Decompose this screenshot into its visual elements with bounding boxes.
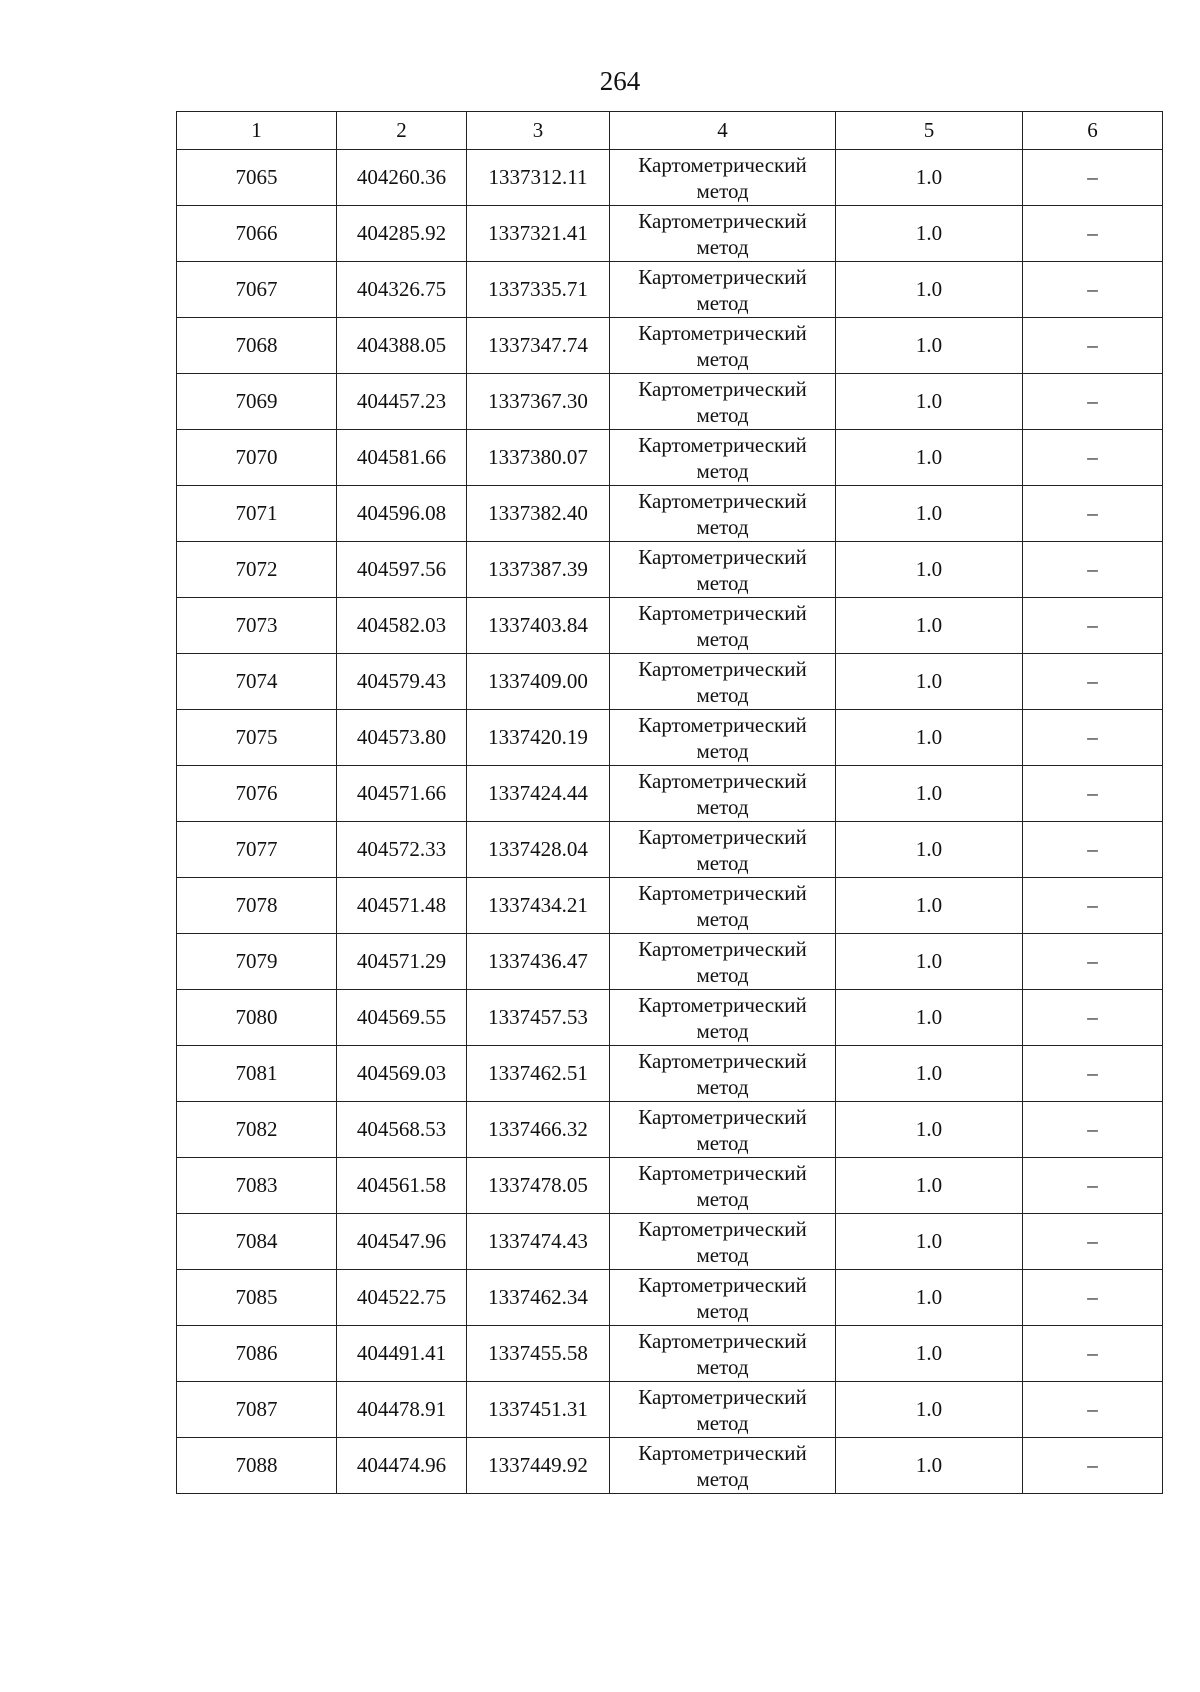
method-cell	[610, 1158, 836, 1214]
y-coordinate-cell: 1337436.47	[467, 934, 610, 990]
note-cell: –	[1023, 990, 1163, 1046]
method-cell	[610, 934, 836, 990]
x-coordinate-cell: 404571.48	[337, 878, 467, 934]
method-line-2: метод	[696, 402, 749, 427]
x-coordinate-cell: 404478.91	[337, 1382, 467, 1438]
method-line-1: Картометрический	[638, 488, 807, 513]
y-coordinate-cell: 1337466.32	[467, 1102, 610, 1158]
x-coordinate-cell: 404388.05	[337, 318, 467, 374]
method-cell	[610, 1046, 836, 1102]
method-line-2: метод	[696, 178, 749, 203]
table-row	[177, 206, 1163, 262]
accuracy-cell: 1.0	[836, 374, 1023, 430]
table-row	[177, 1046, 1163, 1102]
accuracy-cell: 1.0	[836, 1158, 1023, 1214]
method-line-2: метод	[696, 1466, 749, 1491]
method-line-1: Картометрический	[638, 320, 807, 345]
method-line-2: метод	[696, 962, 749, 987]
note-cell: –	[1023, 1158, 1163, 1214]
note-cell: –	[1023, 1270, 1163, 1326]
column-header-3: 3	[467, 112, 610, 150]
point-number-cell: 7070	[177, 430, 337, 486]
method-cell	[610, 822, 836, 878]
accuracy-cell: 1.0	[836, 654, 1023, 710]
method-line-2: метод	[696, 514, 749, 539]
table-header	[177, 112, 1163, 150]
y-coordinate-cell: 1337474.43	[467, 1214, 610, 1270]
note-cell: –	[1023, 1102, 1163, 1158]
y-coordinate-cell: 1337403.84	[467, 598, 610, 654]
accuracy-cell: 1.0	[836, 1214, 1023, 1270]
accuracy-cell: 1.0	[836, 766, 1023, 822]
method-line-1: Картометрический	[638, 768, 807, 793]
y-coordinate-cell: 1337321.41	[467, 206, 610, 262]
method-cell	[610, 1102, 836, 1158]
method-line-1: Картометрический	[638, 712, 807, 737]
method-line-1: Картометрический	[638, 936, 807, 961]
table-row	[177, 1438, 1163, 1494]
y-coordinate-cell: 1337312.11	[467, 150, 610, 206]
point-number-cell: 7077	[177, 822, 337, 878]
accuracy-cell: 1.0	[836, 486, 1023, 542]
y-coordinate-cell: 1337380.07	[467, 430, 610, 486]
note-cell: –	[1023, 710, 1163, 766]
method-cell	[610, 1326, 836, 1382]
table-row	[177, 766, 1163, 822]
point-number-cell: 7069	[177, 374, 337, 430]
column-header-4: 4	[610, 112, 836, 150]
point-number-cell: 7087	[177, 1382, 337, 1438]
accuracy-cell: 1.0	[836, 598, 1023, 654]
x-coordinate-cell: 404572.33	[337, 822, 467, 878]
x-coordinate-cell: 404571.66	[337, 766, 467, 822]
table-row	[177, 150, 1163, 206]
table-row	[177, 878, 1163, 934]
method-line-2: метод	[696, 346, 749, 371]
method-line-1: Картометрический	[638, 1160, 807, 1185]
method-line-1: Картометрический	[638, 544, 807, 569]
x-coordinate-cell: 404596.08	[337, 486, 467, 542]
method-cell	[610, 766, 836, 822]
point-number-cell: 7083	[177, 1158, 337, 1214]
y-coordinate-cell: 1337335.71	[467, 262, 610, 318]
point-number-cell: 7074	[177, 654, 337, 710]
x-coordinate-cell: 404571.29	[337, 934, 467, 990]
method-line-1: Картометрический	[638, 264, 807, 289]
table-row	[177, 318, 1163, 374]
note-cell: –	[1023, 766, 1163, 822]
accuracy-cell: 1.0	[836, 1102, 1023, 1158]
accuracy-cell: 1.0	[836, 990, 1023, 1046]
accuracy-cell: 1.0	[836, 542, 1023, 598]
accuracy-cell: 1.0	[836, 1046, 1023, 1102]
method-line-2: метод	[696, 682, 749, 707]
point-number-cell: 7072	[177, 542, 337, 598]
method-cell	[610, 1382, 836, 1438]
method-cell	[610, 710, 836, 766]
method-line-2: метод	[696, 1186, 749, 1211]
note-cell: –	[1023, 1214, 1163, 1270]
note-cell: –	[1023, 374, 1163, 430]
method-line-2: метод	[696, 1018, 749, 1043]
column-header-5: 5	[836, 112, 1023, 150]
y-coordinate-cell: 1337409.00	[467, 654, 610, 710]
column-header-2: 2	[337, 112, 467, 150]
method-cell	[610, 1270, 836, 1326]
point-number-cell: 7075	[177, 710, 337, 766]
method-line-2: метод	[696, 1354, 749, 1379]
column-header-1: 1	[177, 112, 337, 150]
table-row	[177, 542, 1163, 598]
accuracy-cell: 1.0	[836, 710, 1023, 766]
point-number-cell: 7079	[177, 934, 337, 990]
y-coordinate-cell: 1337382.40	[467, 486, 610, 542]
accuracy-cell: 1.0	[836, 1270, 1023, 1326]
y-coordinate-cell: 1337420.19	[467, 710, 610, 766]
method-line-1: Картометрический	[638, 992, 807, 1017]
x-coordinate-cell: 404522.75	[337, 1270, 467, 1326]
method-line-1: Картометрический	[638, 1384, 807, 1409]
y-coordinate-cell: 1337449.92	[467, 1438, 610, 1494]
table-row	[177, 1270, 1163, 1326]
point-number-cell: 7076	[177, 766, 337, 822]
x-coordinate-cell: 404474.96	[337, 1438, 467, 1494]
note-cell: –	[1023, 1382, 1163, 1438]
page-number: 264	[599, 66, 641, 96]
y-coordinate-cell: 1337367.30	[467, 374, 610, 430]
note-cell: –	[1023, 1438, 1163, 1494]
method-line-2: метод	[696, 1298, 749, 1323]
point-number-cell: 7084	[177, 1214, 337, 1270]
method-cell	[610, 206, 836, 262]
method-line-1: Картометрический	[638, 1440, 807, 1465]
method-line-2: метод	[696, 234, 749, 259]
point-number-cell: 7067	[177, 262, 337, 318]
method-line-2: метод	[696, 906, 749, 931]
note-cell: –	[1023, 822, 1163, 878]
method-line-1: Картометрический	[638, 208, 807, 233]
point-number-cell: 7080	[177, 990, 337, 1046]
note-cell: –	[1023, 598, 1163, 654]
note-cell: –	[1023, 1046, 1163, 1102]
x-coordinate-cell: 404457.23	[337, 374, 467, 430]
method-line-1: Картометрический	[638, 1048, 807, 1073]
point-number-cell: 7068	[177, 318, 337, 374]
method-line-2: метод	[696, 458, 749, 483]
method-line-2: метод	[696, 290, 749, 315]
method-cell	[610, 374, 836, 430]
y-coordinate-cell: 1337451.31	[467, 1382, 610, 1438]
method-line-2: метод	[696, 794, 749, 819]
method-cell	[610, 1438, 836, 1494]
column-header-6: 6	[1023, 112, 1163, 150]
method-line-2: метод	[696, 850, 749, 875]
note-cell: –	[1023, 1326, 1163, 1382]
header-row	[177, 112, 1163, 150]
x-coordinate-cell: 404581.66	[337, 430, 467, 486]
method-cell	[610, 318, 836, 374]
x-coordinate-cell: 404561.58	[337, 1158, 467, 1214]
y-coordinate-cell: 1337462.51	[467, 1046, 610, 1102]
point-number-cell: 7071	[177, 486, 337, 542]
table-row	[177, 934, 1163, 990]
method-line-1: Картометрический	[638, 1328, 807, 1353]
method-line-1: Картометрический	[638, 432, 807, 457]
method-cell	[610, 542, 836, 598]
method-line-1: Картометрический	[638, 656, 807, 681]
method-cell	[610, 150, 836, 206]
method-line-2: метод	[696, 1130, 749, 1155]
table-row	[177, 710, 1163, 766]
method-cell	[610, 990, 836, 1046]
note-cell: –	[1023, 318, 1163, 374]
method-cell	[610, 1214, 836, 1270]
method-line-1: Картометрический	[638, 1272, 807, 1297]
x-coordinate-cell: 404597.56	[337, 542, 467, 598]
method-line-2: метод	[696, 1410, 749, 1435]
accuracy-cell: 1.0	[836, 878, 1023, 934]
method-cell	[610, 486, 836, 542]
note-cell: –	[1023, 542, 1163, 598]
point-number-cell: 7082	[177, 1102, 337, 1158]
method-line-2: метод	[696, 1074, 749, 1099]
point-number-cell: 7066	[177, 206, 337, 262]
y-coordinate-cell: 1337462.34	[467, 1270, 610, 1326]
note-cell: –	[1023, 206, 1163, 262]
table-row	[177, 822, 1163, 878]
x-coordinate-cell: 404568.53	[337, 1102, 467, 1158]
method-line-1: Картометрический	[638, 824, 807, 849]
table-row	[177, 486, 1163, 542]
y-coordinate-cell: 1337455.58	[467, 1326, 610, 1382]
table-row	[177, 1102, 1163, 1158]
method-line-2: метод	[696, 738, 749, 763]
method-line-1: Картометрический	[638, 1104, 807, 1129]
y-coordinate-cell: 1337347.74	[467, 318, 610, 374]
note-cell: –	[1023, 430, 1163, 486]
x-coordinate-cell: 404579.43	[337, 654, 467, 710]
point-number-cell: 7081	[177, 1046, 337, 1102]
method-cell	[610, 878, 836, 934]
method-line-2: метод	[696, 570, 749, 595]
table-row	[177, 1214, 1163, 1270]
accuracy-cell: 1.0	[836, 262, 1023, 318]
accuracy-cell: 1.0	[836, 318, 1023, 374]
method-line-1: Картометрический	[638, 376, 807, 401]
point-number-cell: 7086	[177, 1326, 337, 1382]
table-body	[177, 150, 1163, 1494]
x-coordinate-cell: 404547.96	[337, 1214, 467, 1270]
point-number-cell: 7085	[177, 1270, 337, 1326]
coordinates-table	[176, 111, 1163, 1494]
method-line-1: Картометрический	[638, 600, 807, 625]
method-line-1: Картометрический	[638, 880, 807, 905]
accuracy-cell: 1.0	[836, 1438, 1023, 1494]
method-cell	[610, 598, 836, 654]
x-coordinate-cell: 404260.36	[337, 150, 467, 206]
point-number-cell: 7088	[177, 1438, 337, 1494]
accuracy-cell: 1.0	[836, 822, 1023, 878]
method-line-1: Картометрический	[638, 152, 807, 177]
method-cell	[610, 430, 836, 486]
point-number-cell: 7065	[177, 150, 337, 206]
x-coordinate-cell: 404569.55	[337, 990, 467, 1046]
x-coordinate-cell: 404569.03	[337, 1046, 467, 1102]
method-line-1: Картометрический	[638, 1216, 807, 1241]
table-row	[177, 654, 1163, 710]
table-row	[177, 990, 1163, 1046]
note-cell: –	[1023, 878, 1163, 934]
table-row	[177, 430, 1163, 486]
method-cell	[610, 654, 836, 710]
point-number-cell: 7078	[177, 878, 337, 934]
x-coordinate-cell: 404491.41	[337, 1326, 467, 1382]
table-row	[177, 374, 1163, 430]
x-coordinate-cell: 404326.75	[337, 262, 467, 318]
y-coordinate-cell: 1337424.44	[467, 766, 610, 822]
table-row	[177, 262, 1163, 318]
method-line-2: метод	[696, 1242, 749, 1267]
table-row	[177, 598, 1163, 654]
note-cell: –	[1023, 486, 1163, 542]
table-row	[177, 1382, 1163, 1438]
y-coordinate-cell: 1337434.21	[467, 878, 610, 934]
x-coordinate-cell: 404285.92	[337, 206, 467, 262]
x-coordinate-cell: 404573.80	[337, 710, 467, 766]
point-number-cell: 7073	[177, 598, 337, 654]
note-cell: –	[1023, 262, 1163, 318]
method-line-2: метод	[696, 626, 749, 651]
table-row	[177, 1158, 1163, 1214]
x-coordinate-cell: 404582.03	[337, 598, 467, 654]
note-cell: –	[1023, 150, 1163, 206]
y-coordinate-cell: 1337428.04	[467, 822, 610, 878]
accuracy-cell: 1.0	[836, 206, 1023, 262]
note-cell: –	[1023, 654, 1163, 710]
y-coordinate-cell: 1337457.53	[467, 990, 610, 1046]
accuracy-cell: 1.0	[836, 1326, 1023, 1382]
y-coordinate-cell: 1337387.39	[467, 542, 610, 598]
y-coordinate-cell: 1337478.05	[467, 1158, 610, 1214]
table-row	[177, 1326, 1163, 1382]
accuracy-cell: 1.0	[836, 430, 1023, 486]
note-cell: –	[1023, 934, 1163, 990]
method-cell	[610, 262, 836, 318]
accuracy-cell: 1.0	[836, 934, 1023, 990]
accuracy-cell: 1.0	[836, 150, 1023, 206]
accuracy-cell: 1.0	[836, 1382, 1023, 1438]
